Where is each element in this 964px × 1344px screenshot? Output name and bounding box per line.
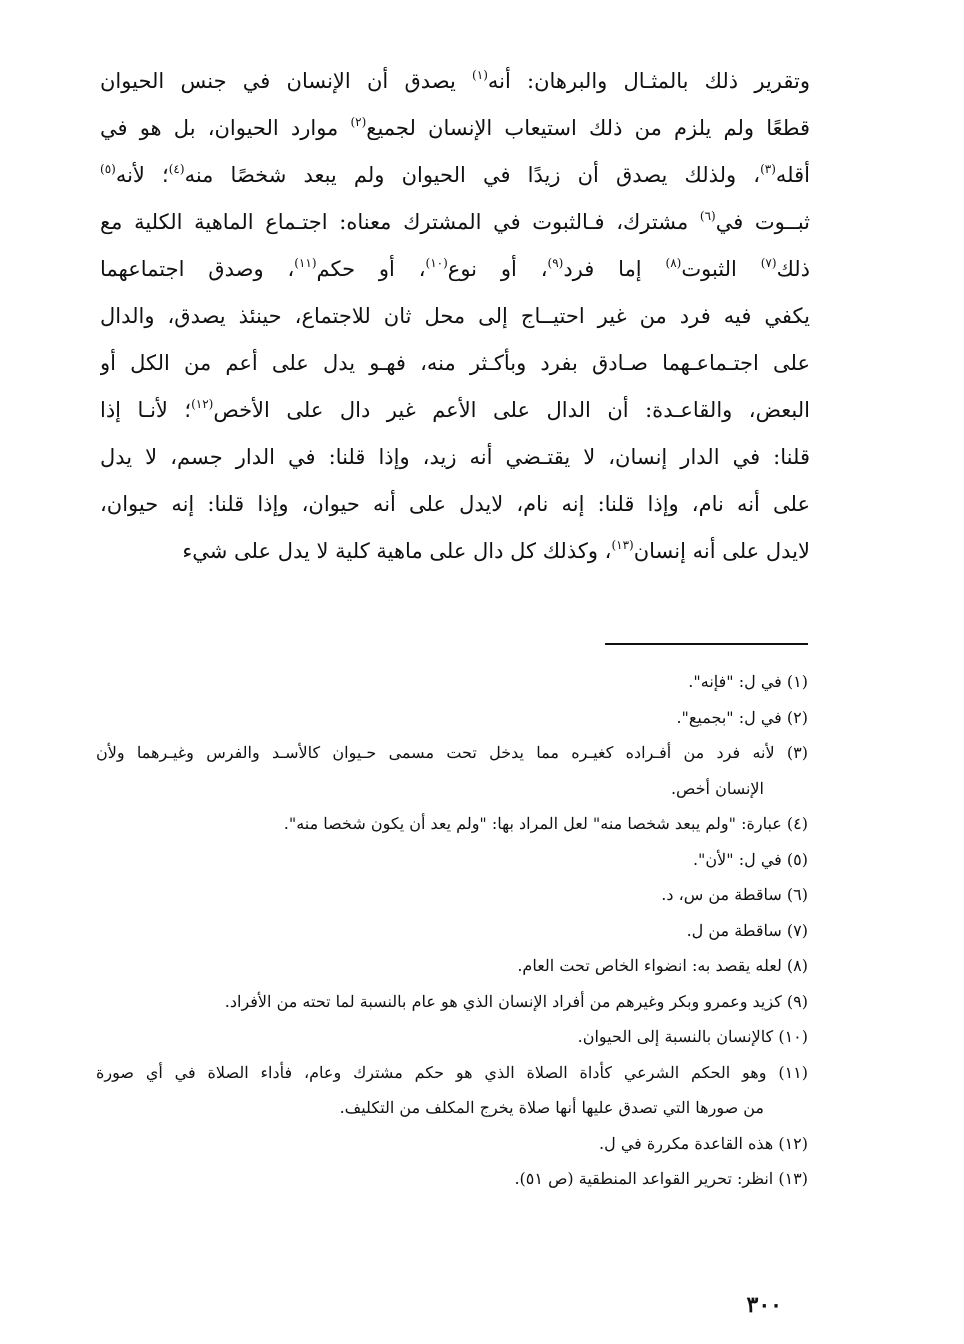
footnotes-block: [96, 664, 808, 1197]
text-line: [100, 528, 810, 575]
footnote-line: (٣) لأنه فرد من أفـراده كغيـره مما يدخل تحت مسمى حـيوان كالأسـد والفرس وغيـرهما ولأن: [96, 743, 808, 762]
text-segment: قلنا: في الدار إنسان، لا يقتـضي أنه زيد، وإذا قلنا: في الدار جسم، لا يدل: [100, 445, 810, 469]
text-line: [100, 481, 810, 528]
footnote-line: الإنسان أخص.: [670, 778, 764, 798]
footnote-line: من صورها التي تصدق عليها أنها صلاة يخرج المكلف من التكليف.: [339, 1098, 764, 1117]
main-text-body: [100, 58, 810, 575]
footnote-ref: (٦): [699, 209, 716, 223]
footnote-line: (١٢) هذه القاعدة مكررة في ل.: [599, 1133, 808, 1153]
page-number: ٣٠٠: [746, 1292, 782, 1318]
footnote-line: (٦) ساقطة من س، د.: [661, 885, 808, 904]
text-segment: ؛ لأنه: [115, 163, 169, 187]
text-line: [100, 340, 810, 387]
footnote-line: (٢) في ل: "بجميع".: [676, 707, 808, 727]
footnote-line: (٨) لعله يقصد به: انضواء الخاص تحت العام.: [517, 956, 808, 975]
text-segment: يصدق أن الإنسان في جنس الحيوان: [100, 69, 473, 93]
text-segment: ، ولذلك يصدق أن زيدًا في الحيوان ولم يبعد شخصًا منه: [184, 163, 761, 187]
text-line: [100, 293, 810, 340]
text-segment: ؛ لأنـا إذا: [100, 398, 192, 422]
text-segment: مشترك، فـالثبوت في المشترك معناه: اجتـماع الماهية الكلية مع: [100, 210, 700, 234]
text-segment: ذلك: [776, 257, 810, 281]
footnote-line: (٧) ساقطة من ل.: [686, 920, 808, 940]
text-segment: الثبوت: [681, 257, 761, 281]
text-segment: ، أو نوع: [447, 257, 548, 281]
footnote-ref: (١٣): [611, 538, 634, 552]
footnote-ref: (١٠): [425, 256, 448, 270]
text-segment: لايدل على أنه إنسان: [633, 539, 810, 563]
footnote-ref: (٤): [168, 162, 185, 176]
footnote-line: (١٣) انظر: تحرير القواعد المنطقية (ص ٥١).: [514, 1169, 808, 1188]
footnote-line: (٤) عبارة: "ولم يبعد شخصا منه" لعل المراد بها: "ولم يعد أن يكون شخصا منه".: [283, 814, 808, 833]
footnote-ref: (١٢): [191, 397, 214, 411]
text-segment: قطعًا ولم يلزم من ذلك استيعاب الإنسان لجميع: [366, 116, 810, 140]
footnote-ref: (٩): [547, 256, 564, 270]
footnote-ref: (٨): [665, 256, 682, 270]
text-line: [100, 105, 810, 152]
text-line: [100, 434, 810, 481]
text-segment: ، أو حكم: [316, 257, 426, 281]
text-segment: أقله: [775, 163, 810, 187]
text-segment: البعض، والقاعـدة: أن الدال على الأعم غير دال على الأخص: [213, 398, 810, 422]
text-segment: إما فرد: [563, 257, 666, 281]
text-line: [100, 152, 810, 199]
footnote-line: (١) في ل: "فإنه".: [688, 672, 808, 691]
footnote-ref: (٢): [350, 115, 367, 129]
footnote-ref: (١١): [294, 256, 317, 270]
footnote-line: (٩) كزيد وعمرو وبكر وغيرهم من أفراد الإنسان الذي هو عام بالنسبة لما تحته من الأفراد.: [224, 991, 808, 1011]
text-line: [100, 246, 810, 293]
text-line: [100, 58, 810, 105]
text-segment: وتقرير ذلك بالمثـال والبرهان: أنه: [487, 69, 810, 93]
text-segment: ، وكذلك كل دال على ماهية كلية لا يدل على شيء: [182, 539, 612, 563]
text-line: [100, 387, 810, 434]
footnote-ref: (٥): [100, 162, 116, 176]
footnote-line: (١٠) كالإنسان بالنسبة إلى الحيوان.: [577, 1027, 808, 1046]
text-segment: يكفي فيه فرد من غير احتيــاج إلى محل ثان للاجتماع، حينئذ يصدق، والدال: [100, 304, 810, 328]
footnote-separator: [605, 643, 808, 645]
footnote-ref: (٣): [760, 162, 776, 176]
footnote-line: (٥) في ل: "لأن".: [692, 849, 808, 869]
text-segment: على أنه نام، وإذا قلنا: إنه نام، لايدل على أنه حيوان، وإذا قلنا: إنه حيوان،: [100, 492, 810, 516]
text-segment: موارد الحيوان، بل هو في: [100, 116, 351, 140]
footnote-ref: (٧): [760, 256, 777, 270]
text-segment: على اجتـماعـهما صـادق بفرد وبأكـثر منه، فهـو يدل على أعم من الكل أو: [100, 351, 810, 375]
text-line: [100, 199, 810, 246]
footnote-line: (١١) وهو الحكم الشرعي كأداة الصلاة الذي هو حكم مشترك وعام، فأداء الصلاة في أي صورة: [96, 1062, 808, 1082]
text-segment: ، وصدق اجتماعهما: [100, 257, 295, 281]
text-segment: ثبــوت في: [715, 210, 810, 234]
footnote-ref: (١): [472, 68, 488, 82]
